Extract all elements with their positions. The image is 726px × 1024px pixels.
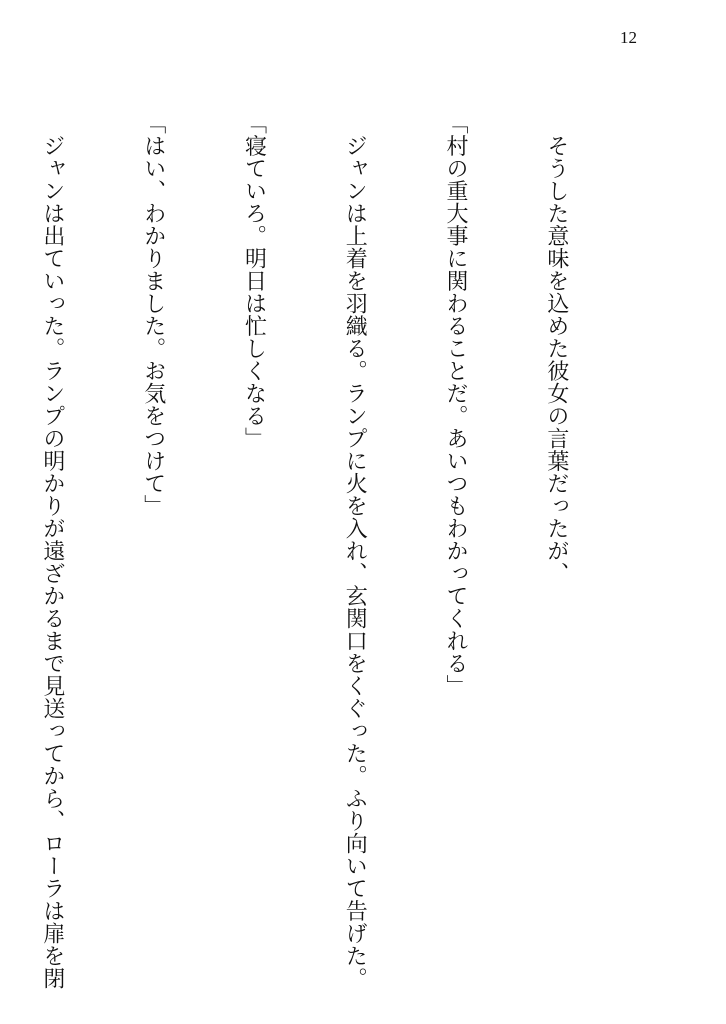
text-line: そうした意味を込めた彼女の言葉だったが、: [543, 112, 569, 585]
page-number: 12: [620, 28, 637, 47]
text-line: 「寝ていろ。明日は忙しくなる」: [241, 112, 267, 450]
body-text: [0, 112, 640, 992]
text-line: 「はい、わかりました。お気をつけて」: [140, 112, 166, 517]
text-line: ジャンは上着を羽織る。ランプに火を入れ、玄関口をくぐった。ふり向いて告げた。: [342, 112, 368, 990]
text-line: ジャンは出ていった。ランプの明かりが遠ざかるまで見送ってから、ローラは扉を閉: [39, 112, 65, 990]
text-line: 「村の重大事に関わることだ。あいつもわかってくれる」: [443, 112, 469, 697]
